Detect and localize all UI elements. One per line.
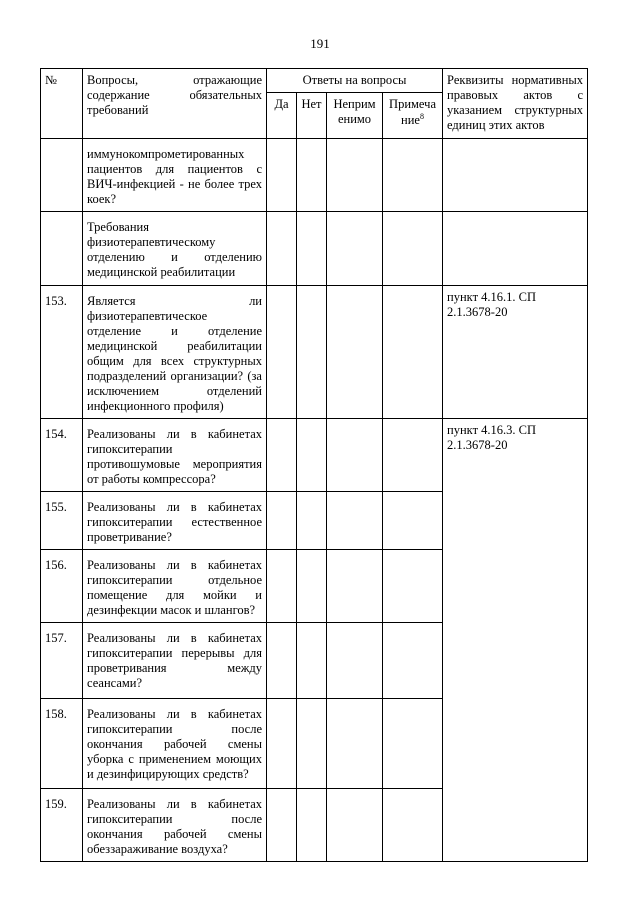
row-question-text: Реализованы ли в кабинетах гипокситерапии противошумовые мероприятия от работы компрессора? (87, 427, 262, 486)
table-row (41, 286, 588, 419)
checklist-table (40, 68, 588, 862)
answer-cell[interactable] (383, 212, 443, 286)
row-question-cell (83, 789, 267, 862)
header-note-label: Примеча ние (389, 97, 436, 128)
answer-cell[interactable] (383, 699, 443, 789)
answer-cell[interactable] (297, 212, 327, 286)
continuation-question-cell (83, 139, 267, 212)
answer-cell[interactable] (383, 623, 443, 699)
answer-cell[interactable] (267, 699, 297, 789)
answer-cell[interactable] (267, 623, 297, 699)
continuation-question-text: иммунокомпрометированных пациентов для пациентов с ВИЧ-инфекцией - не более трех коек? (87, 147, 262, 206)
row-reference-text: пункт 4.16.1. СП 2.1.3678-20 (447, 290, 537, 319)
answer-cell[interactable] (297, 492, 327, 550)
answer-cell[interactable] (383, 419, 443, 492)
table-row (41, 419, 588, 492)
section-question-cell (83, 212, 267, 286)
row-reference-cell (443, 623, 588, 699)
answer-cell[interactable] (267, 789, 297, 862)
row-question-cell (83, 419, 267, 492)
answer-cell[interactable] (327, 789, 383, 862)
answer-cell[interactable] (297, 699, 327, 789)
answer-cell[interactable] (327, 699, 383, 789)
header-yes-label: Да (274, 97, 289, 111)
row-num-cell (41, 286, 83, 419)
row-reference-cell (443, 550, 588, 623)
row-number: 157. (45, 631, 67, 645)
header-requisites (443, 69, 588, 139)
row-number: 155. (45, 500, 67, 514)
header-no-label: Нет (301, 97, 322, 111)
answer-cell[interactable] (383, 492, 443, 550)
answer-cell[interactable] (327, 286, 383, 419)
row-reference-cell (443, 492, 588, 550)
continuation-ref-cell (443, 139, 588, 212)
header-row-top (41, 69, 588, 93)
answer-cell[interactable] (267, 550, 297, 623)
row-number: 159. (45, 797, 67, 811)
row-reference-cell (443, 419, 588, 492)
table-row (41, 789, 588, 862)
row-number: 158. (45, 707, 67, 721)
header-answers-group-label: Ответы на вопросы (302, 73, 407, 87)
answer-cell[interactable] (297, 139, 327, 212)
header-requisites-label: Реквизиты нормативных правовых актов с указанием структурных единиц этих актов (447, 73, 584, 132)
header-questions-label: Вопросы, отражающие содержание обязательных требований (87, 73, 262, 117)
answer-cell[interactable] (297, 623, 327, 699)
header-yes (267, 93, 297, 139)
answer-cell[interactable] (327, 212, 383, 286)
header-not-applicable (327, 93, 383, 139)
row-question-text: Реализованы ли в кабинетах гипокситерапии перерывы для проветривания между сеансами? (87, 631, 262, 690)
question-rows (41, 286, 588, 862)
header-not-applicable-label: Неприм енимо (333, 97, 376, 126)
row-question-text: Реализованы ли в кабинетах гипокситерапии естественное проветривание? (87, 500, 262, 544)
answer-cell[interactable] (297, 550, 327, 623)
answer-cell[interactable] (327, 492, 383, 550)
row-reference-cell (443, 286, 588, 419)
answer-cell[interactable] (327, 623, 383, 699)
answer-cell[interactable] (327, 139, 383, 212)
row-question-cell (83, 492, 267, 550)
section-num-cell (41, 212, 83, 286)
answer-cell[interactable] (267, 212, 297, 286)
row-question-text: Реализованы ли в кабинетах гипокситерапии отдельное помещение для мойки и дезинфекции масок и шлангов? (87, 558, 262, 617)
answer-cell[interactable] (297, 419, 327, 492)
header-note-footnote: 8 (419, 112, 424, 121)
page-number: 191 (310, 36, 330, 51)
answer-cell[interactable] (267, 492, 297, 550)
header-num (41, 69, 83, 139)
section-title-text: Требования физиотерапевтическому отделению и отделению медицинской реабилитации (87, 220, 262, 279)
section-row (41, 212, 588, 286)
row-question-cell (83, 699, 267, 789)
table-row (41, 623, 588, 699)
header-questions (83, 69, 267, 139)
row-number: 156. (45, 558, 67, 572)
row-reference-text: пункт 4.16.3. СП 2.1.3678-20 (447, 423, 537, 452)
answer-cell[interactable] (297, 789, 327, 862)
answer-cell[interactable] (267, 419, 297, 492)
row-question-text: Является ли физиотерапевтическое отделение и отделение медицинской реабилитации общим для всех структурных подразделений организации? (за исключением отделений инфекционного профиля) (87, 294, 262, 413)
row-question-text: Реализованы ли в кабинетах гипокситерапии после окончания рабочей смены обеззараживание воздуха? (87, 797, 262, 856)
row-question-cell (83, 623, 267, 699)
row-question-cell (83, 286, 267, 419)
row-question-text: Реализованы ли в кабинетах гипокситерапии после окончания рабочей смены уборка с применением моющих и дезинфицирующих средств? (87, 707, 262, 781)
header-no (297, 93, 327, 139)
row-num-cell (41, 789, 83, 862)
header-num-label: № (45, 73, 57, 87)
row-reference-cell (443, 699, 588, 789)
row-num-cell (41, 623, 83, 699)
row-question-cell (83, 550, 267, 623)
answer-cell[interactable] (327, 550, 383, 623)
answer-cell[interactable] (327, 419, 383, 492)
row-num-cell (41, 419, 83, 492)
row-reference-cell (443, 789, 588, 862)
row-number: 153. (45, 294, 67, 308)
header-answers-group (267, 69, 443, 93)
answer-cell[interactable] (383, 139, 443, 212)
answer-cell[interactable] (267, 139, 297, 212)
answer-cell[interactable] (383, 789, 443, 862)
section-ref-cell (443, 212, 588, 286)
table-row (41, 699, 588, 789)
row-number: 154. (45, 427, 67, 441)
answer-cell[interactable] (383, 286, 443, 419)
continuation-num-cell (41, 139, 83, 212)
row-num-cell (41, 699, 83, 789)
answer-cell[interactable] (267, 286, 297, 419)
continuation-row (41, 139, 588, 212)
row-num-cell (41, 492, 83, 550)
answer-cell[interactable] (297, 286, 327, 419)
table-row (41, 492, 588, 550)
row-num-cell (41, 550, 83, 623)
answer-cell[interactable] (383, 550, 443, 623)
header-note (383, 93, 443, 139)
table-row (41, 550, 588, 623)
